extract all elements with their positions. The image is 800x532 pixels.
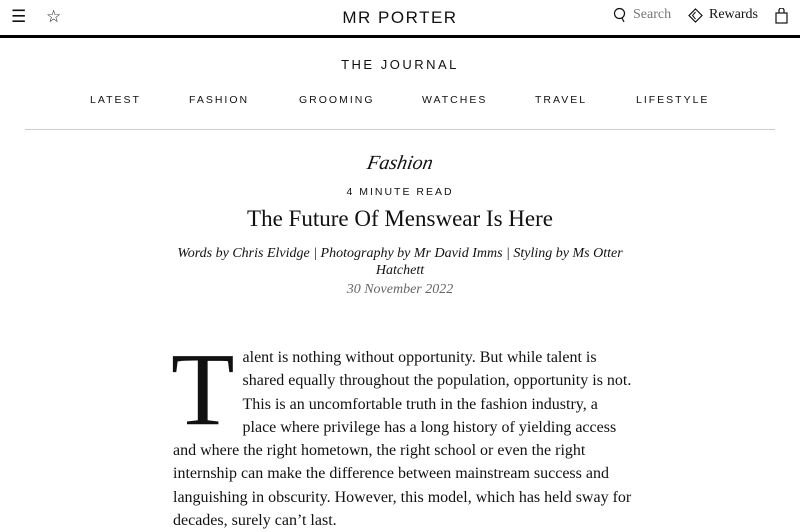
- article-paragraph: alent is nothing without opportunity. But while talent is shared equally throughout the population, opportunity is not. This is an uncomfortable truth in the fashion industry, a place where privilege has a long history of yielding access and where the right hometown, the right school or even the right internship can make the difference between mainstream success and languishing in obscurity. However, this model, which has held sway for decades, surely can’t last.: [173, 349, 632, 530]
- nav-travel[interactable]: TRAVEL: [535, 94, 588, 106]
- top-bar: [0, 0, 800, 34]
- nav-lifestyle[interactable]: LIFESTYLE: [636, 94, 710, 106]
- search-label: Search: [633, 7, 672, 22]
- article-body: [171, 332, 633, 532]
- nav-grooming[interactable]: GROOMING: [299, 94, 375, 106]
- article-date: 30 November 2022: [346, 282, 454, 297]
- nav-divider: [25, 129, 775, 130]
- category-label[interactable]: Fashion: [365, 152, 435, 174]
- logo[interactable]: MR PORTER: [342, 8, 458, 27]
- shopping-bag-icon[interactable]: [775, 8, 788, 24]
- header-divider: [0, 35, 800, 38]
- article-credits: Words by Chris Elvidge | Photography by Mr David Imms | Styling by Ms Otter Hatchett: [177, 246, 623, 278]
- nav-fashion[interactable]: FASHION: [189, 94, 250, 106]
- wishlist-star-icon[interactable]: ☆: [46, 7, 62, 27]
- search-icon: [613, 7, 627, 23]
- journal-title[interactable]: THE JOURNAL: [341, 57, 459, 72]
- rewards-diamond-icon: [688, 8, 703, 23]
- drop-cap: T: [171, 332, 235, 447]
- search-button[interactable]: [613, 7, 671, 23]
- menu-icon[interactable]: ☰: [11, 7, 27, 27]
- rewards-label: Rewards: [709, 7, 758, 22]
- rewards-button[interactable]: [688, 7, 758, 23]
- article-title: The Future Of Menswear Is Here: [247, 206, 553, 231]
- read-time: 4 MINUTE READ: [346, 186, 454, 198]
- nav-latest[interactable]: LATEST: [90, 94, 141, 106]
- nav-watches[interactable]: WATCHES: [422, 94, 488, 106]
